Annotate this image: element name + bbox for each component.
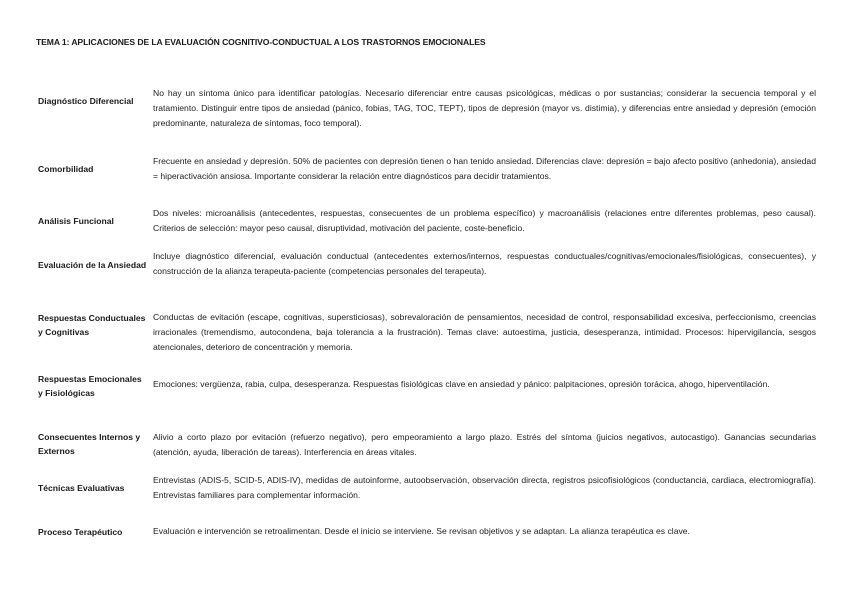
row-term: Evaluación de la Ansiedad (38, 260, 147, 270)
row-term: Respuestas Conductuales y Cognitivas (38, 313, 146, 337)
row-term: Respuestas Emocionales y Fisiológicas (38, 374, 142, 398)
row-term: Proceso Terapéutico (38, 527, 123, 537)
row-description: Evaluación e intervención se retroalimentan. Desde el inicio se interviene. Se revisan objetivos y se adaptan. La alianza terapéutica es clave. (153, 526, 690, 536)
row-description: Emociones: vergüenza, rabia, culpa, desesperanza. Respuestas fisiológicas clave en ansiedad y pánico: palpitaciones, opresión torácica, ahogo, hiperventilación. (153, 379, 770, 389)
row-description: Incluye diagnóstico diferencial, evaluación conductual (antecedentes externos/internos, respuestas conductuales/cognitivas/emocionales/fisiológicas, consecuentes), y construcción de la alianza terapeuta-paciente (competencias personales del terapeuta). (153, 251, 816, 276)
row-term: Análisis Funcional (38, 216, 114, 226)
row-description: No hay un síntoma único para identificar patologías. Necesario diferenciar entre causas psicológicas, médicas o por sustancias; considerar la secuencia temporal y el tratamiento. Distinguir entre tipos de ansiedad (pánico, fobias, TAG, TOC, TEPT), tipos de depresión (mayor vs. distimia), y diferencias entre ansiedad y depresión (emoción predominante, naturaleza de síntomas, foco temporal). (153, 88, 816, 128)
row-description: Frecuente en ansiedad y depresión. 50% de pacientes con depresión tienen o han tenido ansiedad. Diferencias clave: depresión = bajo afecto positivo (anhedonia), ansiedad = hiperactivación ansiosa. Importante considerar la relación entre diagnósticos para decidir tratamientos. (153, 156, 816, 181)
row-term: Diagnóstico Diferencial (38, 96, 134, 106)
row-description: Entrevistas (ADIS-5, SCID-5, ADIS-IV), medidas de autoinforme, autoobservación, observación directa, registros psicofisiológicos (conductancia, cardiaca, electromiografía). Entrevistas familiares para complementar información. (153, 475, 816, 500)
row-description: Conductas de evitación (escape, cognitivas, supersticiosas), sobrevaloración de pensamientos, necesidad de control, responsabilidad excesiva, perfeccionismo, creencias irracionales (tremendismo, autocondena, baja tolerancia a la frustración). Temas clave: autoestima, justicia, desesperanza, intimidad. Procesos: hipervigilancia, sesgos atencionales, deterioro de concentración y memoria. (153, 312, 816, 352)
row-description: Dos niveles: microanálisis (antecedentes, respuestas, consecuentes de un problema específico) y macroanálisis (relaciones entre diferentes problemas, peso causal). Criterios de selección: mayor peso causal, disruptividad, motivación del paciente, coste-beneficio. (153, 208, 816, 233)
row-term: Técnicas Evaluativas (38, 483, 125, 493)
row-term: Consecuentes Internos y Externos (38, 432, 141, 456)
row-term: Comorbilidad (38, 164, 94, 174)
row-description: Alivio a corto plazo por evitación (refuerzo negativo), pero empeoramiento a largo plazo. Estrés del síntoma (juicios negativos, autocastigo). Ganancias secundarias (atención, ayuda, liberación de tareas). Interferencia en áreas vitales. (153, 432, 816, 457)
page-title: TEMA 1: APLICACIONES DE LA EVALUACIÓN COGNITIVO-CONDUCTUAL A LOS TRASTORNOS EMOCIONALES (36, 37, 486, 47)
